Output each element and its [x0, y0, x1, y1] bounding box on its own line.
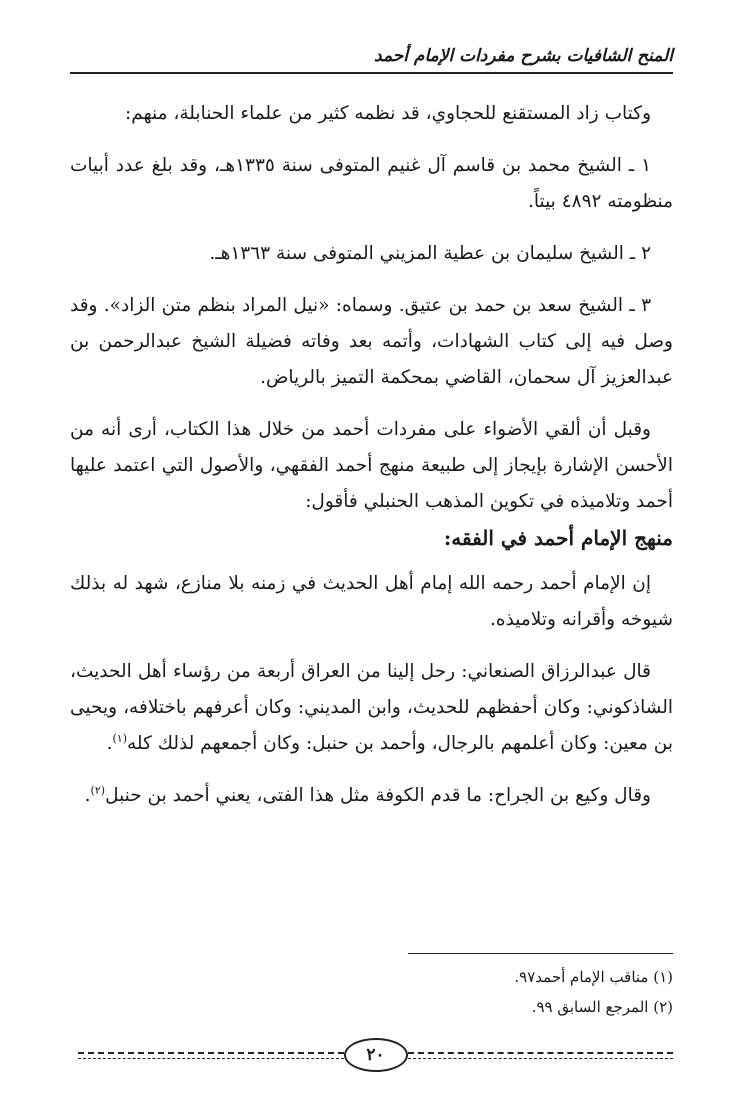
paragraph-imam-ahmad: إن الإمام أحمد رحمه الله إمام أهل الحديث في زمنه بلا منازع، شهد له بذلك شيوخه وأقرانه وتلاميذه. [70, 573, 673, 630]
header-title: المنح الشافيات بشرح مفردات الإمام أحمد [374, 46, 673, 66]
footnote-1: (١) مناقب الإمام أحمد٩٧. [514, 968, 673, 986]
footnotes [300, 962, 673, 1022]
footnote-separator [408, 953, 673, 954]
footnote-ref-1[interactable]: (١) [112, 731, 127, 745]
body-text [70, 96, 673, 814]
page-footer [78, 1036, 673, 1070]
page-number: ٢٠ [344, 1038, 408, 1072]
footer-rule-left [78, 1052, 344, 1054]
list-item: ٢ ـ الشيخ سليمان بن عطية المزيني المتوفى سنة ١٣٦٣هـ. [209, 243, 651, 264]
paragraph-wakee [70, 778, 673, 814]
intro-paragraph: وكتاب زاد المستقنع للحجاوي، قد نظمه كثير من علماء الحنابلة، منهم: [124, 103, 651, 124]
transition-paragraph: وقبل أن ألقي الأضواء على مفردات أحمد من خلال هذا الكتاب، أرى أنه من الأحسن الإشارة بإيجاز إلى طبيعة منهج أحمد الفقهي، والأصول التي اعتمد عليها أحمد وتلاميذه في تكوين المذهب الحنبلي فأقول: [70, 419, 673, 512]
section-heading: منهج الإمام أحمد في الفقه: [443, 526, 673, 550]
footnote-ref-2[interactable]: (٢) [90, 783, 106, 797]
paragraph-abdulrazzaq [70, 654, 673, 762]
footer-rule-right-thin [408, 1058, 674, 1059]
footnote-2: (٢) المرجع السابق ٩٩. [531, 998, 673, 1016]
footer-rule-left-thin [78, 1058, 344, 1059]
paragraph-end: . [106, 733, 113, 754]
paragraph-text: وقال وكيع بن الجراح: ما قدم الكوفة مثل هذا الفتى، يعني أحمد بن حنبل [105, 785, 651, 806]
paragraph-end: . [84, 785, 91, 806]
list-item: ٣ ـ الشيخ سعد بن حمد بن عتيق. وسماه: «نيل المراد بنظم متن الزاد». وقد وصل فيه إلى كتاب الشهادات، وأتمه بعد وفاته فضيلة الشيخ عبدالرحمن بن عبدالعزيز آل سحمان، القاضي بمحكمة التميز بالرياض. [70, 295, 673, 388]
footer-rule-right [408, 1052, 674, 1054]
list-item: ١ ـ الشيخ محمد بن قاسم آل غنيم المتوفى سنة ١٣٣٥هـ، وقد بلغ عدد أبيات منظومته ٤٨٩٢ بيتاً. [70, 155, 673, 212]
paragraph-text: قال عبدالرزاق الصنعاني: رحل إلينا من العراق أربعة من رؤساء أهل الحديث، الشاذكوني: وكان أحفظهم للحديث، وابن المديني: وكان أعرفهم باختلافه، ويحيى بن معين: وكان أعلمهم بالرجال، وأحمد بن حنبل: وكان أجمعهم لذلك كله [70, 661, 673, 754]
running-header [70, 44, 673, 74]
